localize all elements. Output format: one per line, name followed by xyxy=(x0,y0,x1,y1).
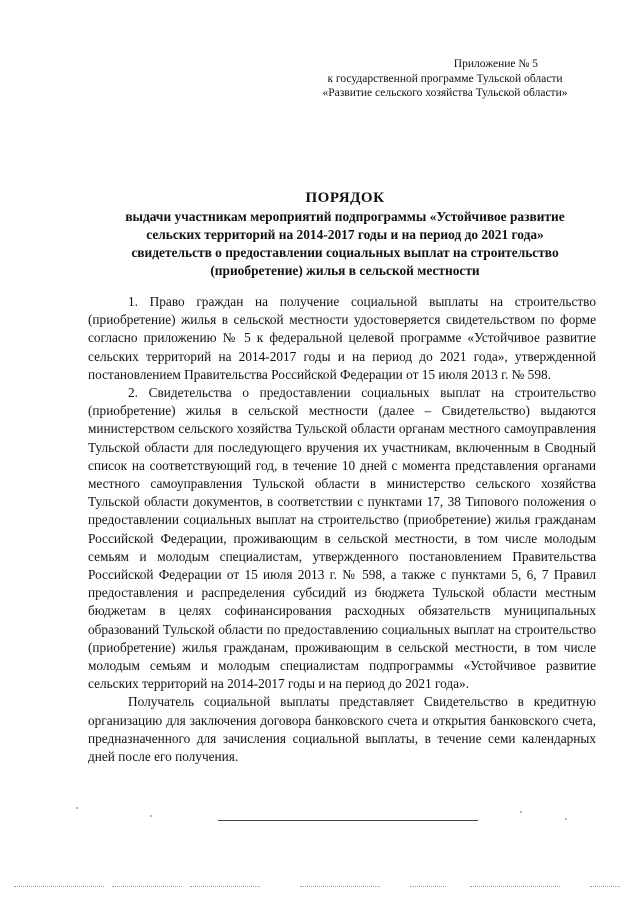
scan-artifact-dots xyxy=(300,886,380,887)
document-body xyxy=(88,293,596,766)
paragraph-1: 1. Право граждан на получение социальной выплаты на строительство (приобретение) жилья в сельской местности удостоверяется свидетельством по форме согласно приложению № 5 к федеральной целевой программе «Устойчивое развитие сельских территорий на 2014-2017 годы и на период до 2021 года», утвержденной постановлением Правительства Российской Федерации от 15 июля 2013 г. № 598. xyxy=(88,294,596,382)
scan-artifact-dots xyxy=(14,886,104,887)
paragraph-3: Получатель социальной выплаты представляет Свидетельство в кредитную организацию для заключения договора банковского счета и открытия банковского счета, предназначенного для зачисления социальной выплаты, в течение семи календарных дней после его получения. xyxy=(88,694,596,765)
appendix-number: Приложение № 5 xyxy=(453,58,538,70)
scan-speck xyxy=(520,811,522,813)
title-subtitle-line: сельских территорий на 2014-2017 годы и на период до 2021 года» xyxy=(146,227,544,242)
scan-speck xyxy=(76,807,78,809)
appendix-program-reference: к государственной программе Тульской области xyxy=(327,72,563,85)
scan-artifact-dots xyxy=(112,886,182,887)
title-subtitle-line: свидетельств о предоставлении социальных выплат на строительство xyxy=(131,245,559,260)
appendix-program-name: «Развитие сельского хозяйства Тульской области» xyxy=(322,87,568,99)
scan-artifact-dots xyxy=(410,886,446,887)
scan-speck xyxy=(150,815,152,817)
title-subtitle-line: выдачи участникам мероприятий подпрограммы «Устойчивое развитие xyxy=(125,209,565,224)
title-subtitle-line: (приобретение) жилья в сельской местности xyxy=(210,263,480,278)
scan-speck xyxy=(565,818,567,820)
title-heading: ПОРЯДОК xyxy=(305,190,385,206)
end-separator-line xyxy=(218,820,478,821)
paragraph-2: 2. Свидетельства о предоставлении социальных выплат на строительство (приобретение) жилья в сельской местности (далее – Свидетельство) выдаются министерством сельского хозяйства Тульской области органам местного самоуправления Тульской области для последующего вручения их участникам, включенным в Сводный список на соответствующий год, в течение 10 дней с момента представления органами местного самоуправления Тульской области в министерство сельского хозяйства Тульской области документов, в соответствии с пунктами 17, 38 Типового положения о предоставлении социальных выплат на строительство (приобретение) жилья гражданам Российской Федерации, проживающим в сельской местности, в том числе молодым семьям и молодым специалистам, утвержденного постановлением Правительства Российской Федерации от 15 июля 2013 г. № 598, а также с пунктами 5, 6, 7 Правил предоставления и распределения субсидий из бюджета Тульской области местным бюджетам в целях софинансирования расходных обязательств муниципальных образований Тульской области по предоставлению социальных выплат на строительство (приобретение) жилья гражданам, проживающим в сельской местности, в том числе молодым семьям и молодым специалистам подпрограммы «Устойчивое развитие сельских территорий на 2014-2017 годы и на период до 2021 года». xyxy=(88,385,596,692)
scan-artifact-dots xyxy=(190,886,260,887)
scan-artifact-dots xyxy=(470,886,560,887)
scan-artifact-dots xyxy=(590,886,620,887)
document-title xyxy=(80,189,610,280)
appendix-header xyxy=(310,57,580,101)
